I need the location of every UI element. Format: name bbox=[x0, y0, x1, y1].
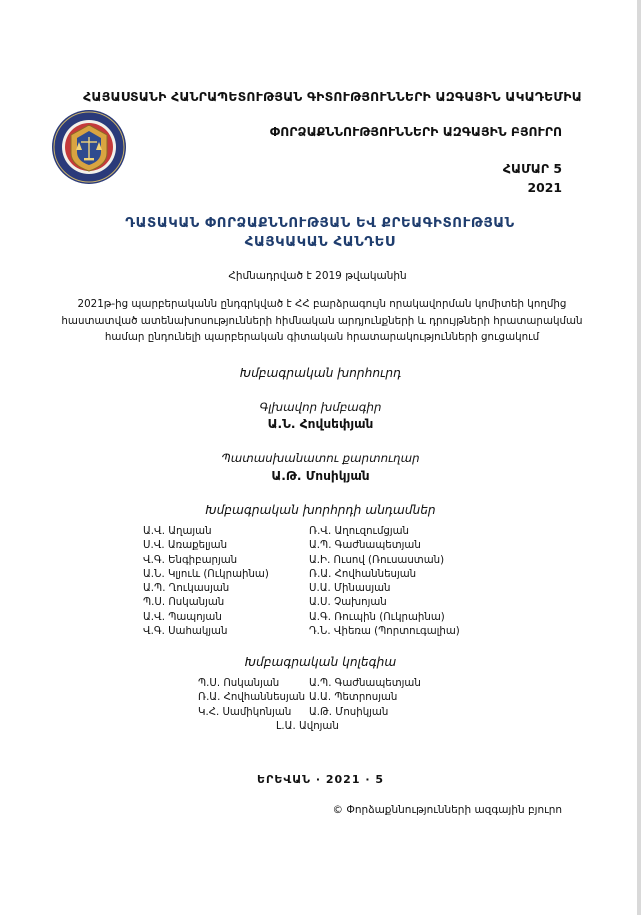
description-line: 2021թ-ից պարբերականն ընդգրկված է ՀՀ բարձրագույն որակավորման կոմիտեի կողմից bbox=[77, 298, 567, 310]
collegium-member: Ա.Պ. Գաժնապետյան bbox=[309, 678, 421, 689]
city-year-issue: ԵՐԵՎԱՆ · 2021 · 5 bbox=[257, 773, 384, 786]
board-member: Ռ.Վ. Աղուզումցյան bbox=[309, 526, 410, 537]
board-member: Վ.Գ. Ենգիբարյան bbox=[143, 554, 238, 566]
copyright-notice: © Փորձաքննությունների ազգային բյուրո bbox=[332, 804, 562, 816]
journal-title-line2: ՀԱՅԿԱԿԱՆ ՀԱՆԴԵՍ bbox=[244, 235, 396, 250]
board-member: Ա.Պ. Գաժնապետյան bbox=[309, 540, 421, 552]
board-members-heading: Խմբագրական խորհրդի անդամներ bbox=[205, 503, 436, 517]
journal-title-line1: ԴԱՏԱԿԱՆ ՓՈՐՁԱՔՆՆՈՒԹՅԱՆ ԵՎ ՔՐԵԱԳԻՏՈՒԹՅԱՆ bbox=[125, 216, 515, 231]
board-member: Վ.Գ. Սահակյան bbox=[143, 626, 228, 638]
collegium-member: Լ.Ա. Ավոյան bbox=[276, 721, 339, 732]
collegium-member: Պ.Ս. Ոսկանյան bbox=[198, 678, 280, 689]
board-member: Ս.Վ. Առաքելյան bbox=[143, 540, 228, 552]
board-member: Ա.Գ. Ռուպին (Ուկրաինա) bbox=[309, 611, 445, 623]
collegium-left-column bbox=[198, 677, 305, 720]
board-members-left-column bbox=[143, 525, 269, 639]
board-member: Պ.Ս. Ոսկանյան bbox=[143, 597, 225, 609]
issue-year: 2021 bbox=[527, 180, 562, 195]
collegium-member: Ա.Ա. Պետրոսյան bbox=[309, 692, 398, 704]
founded-note: Հիմնադրված է 2019 թվականին bbox=[228, 270, 407, 282]
board-member: Ա.Ս. Չախոյան bbox=[309, 597, 387, 609]
chief-editor-name: Ա.Ն. Հովսեփյան bbox=[267, 417, 374, 431]
journal-description bbox=[22, 296, 622, 346]
board-member: Ա.Ի. Ուսով (Ռուսաստան) bbox=[309, 554, 445, 566]
academy-name: ՀԱՅԱՍՏԱՆԻ ՀԱՆՐԱՊԵՏՈՒԹՅԱՆ ԳԻՏՈՒԹՅՈՒՆՆԵՐԻ ԱԶԳԱՅԻՆ ԱԿԱԴԵՄԻԱ bbox=[83, 89, 582, 104]
collegium-right-column bbox=[309, 677, 421, 720]
collegium-member: Ռ.Ա. Հովհաննեսյան bbox=[198, 692, 306, 704]
board-members-right-column bbox=[309, 525, 460, 639]
bureau-emblem-logo bbox=[51, 109, 127, 185]
description-line: հաստատված ատենախոսությունների հիմնական արդյունքների և դրույթների հրատարակման bbox=[61, 314, 583, 327]
collegium-member: Ա.Թ. Մոսիկյան bbox=[309, 706, 389, 718]
board-member: Ա.Վ. Պապոյան bbox=[143, 611, 222, 623]
collegium-last-member bbox=[276, 720, 339, 734]
issue-number: ՀԱՄԱՐ 5 bbox=[502, 161, 562, 176]
responsible-secretary-name: Ա.Թ. Մոսիկյան bbox=[271, 469, 370, 483]
board-member: Ա.Ն. Կլյուև (Ուկրաինա) bbox=[143, 568, 269, 580]
collegium-member: Կ.Հ. Սամիկոնյան bbox=[198, 706, 292, 718]
responsible-secretary-label: Պատասխանատու քարտուղար bbox=[221, 451, 420, 465]
board-member: Ա.Վ. Աղայան bbox=[143, 526, 212, 537]
description-line: համար ընդունելի պարբերական գիտական հրատարակությունների ցուցակում bbox=[104, 331, 540, 344]
board-member: Ռ.Ա. Հովհաննեսյան bbox=[309, 568, 417, 580]
chief-editor-label: Գլխավոր խմբագիր bbox=[259, 400, 382, 414]
bureau-name: ՓՈՐՁԱՔՆՆՈՒԹՅՈՒՆՆԵՐԻ ԱԶԳԱՅԻՆ ԲՅՈՒՐՈ bbox=[269, 124, 562, 139]
board-member: Դ.Ն. Վիեռա (Պորտուգալիա) bbox=[309, 626, 460, 638]
collegium-heading: Խմբագրական կոլեգիա bbox=[244, 655, 397, 669]
board-member: Ա.Պ. Ղուկասյան bbox=[143, 583, 230, 595]
board-member: Ս.Ա. Մինասյան bbox=[309, 583, 391, 595]
editorial-board-heading: Խմբագրական խորհուրդ bbox=[239, 366, 402, 380]
